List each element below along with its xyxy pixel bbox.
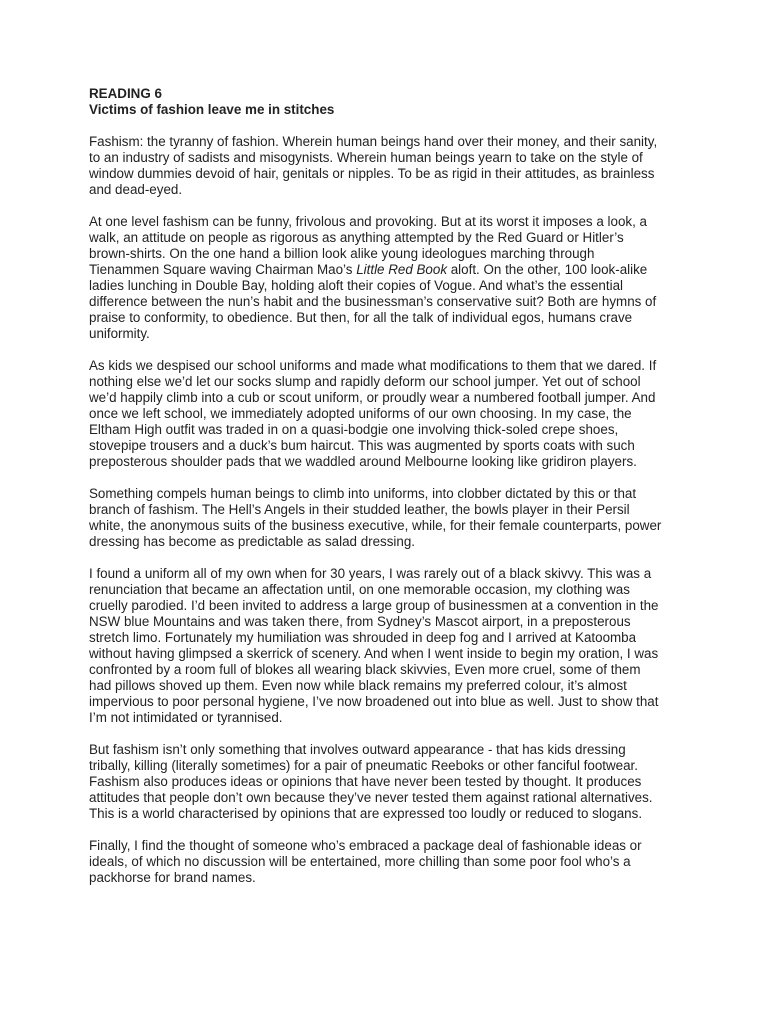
paragraph-2-text-after: aloft. On the other, 100 look-alike ladies lunching in Double Bay, holding aloft their copies of Vogue. And what’s the essential difference between the nun’s habit and the businessman’s conservative suit? Both are hymns of praise to conformity, to obedience. But then, for all the talk of individual egos, humans crave uniformity. <box>89 262 657 341</box>
paragraph-1: Fashism: the tyranny of fashion. Wherein human beings hand over their money, and their sanity, to an industry of sadists and misogynists. Wherein human beings yearn to take on the style of window dummies devoid of hair, genitals or nipples. To be as rigid in their attitudes, as brainless and dead-eyed. <box>89 134 658 197</box>
paragraph-5: I found a uniform all of my own when for 30 years, I was rarely out of a black skivvy. This was a renunciation that became an affectation until, on one memorable occasion, my clothing was cruelly parodied. I’d been invited to address a large group of businessmen at a convention in the NSW blue Mountains and was taken there, from Sydney’s Mascot airport, in a preposterous stretch limo. Fortunately my humiliation was shrouded in deep fog and I arrived at Katoomba without having glimpsed a skerrick of scenery. And when I went inside to begin my oration, I was confronted by a room full of blokes all wearing black skivvies, Even more cruel, some of them had pillows shoved up them. Even now while black remains my preferred colour, it’s almost impervious to poor personal hygiene, I’ve now broadened out into blue as well. Just to show that I’m not intimidated or tyrannised. <box>89 566 659 725</box>
reading-label: READING 6 <box>89 86 162 101</box>
document-page <box>89 86 663 886</box>
paragraph-2 <box>89 214 663 342</box>
paragraph-2-italic-title: Little Red Book <box>356 262 448 277</box>
paragraph-6: But fashism isn’t only something that involves outward appearance - that has kids dressing tribally, killing (literally sometimes) for a pair of pneumatic Reeboks or other fanciful footwear. Fashism also produces ideas or opinions that have never been tested by thought. It produces attitudes that people don’t own because they’ve never tested them against rational alternatives. This is a world characterised by opinions that are expressed too loudly or reduced to slogans. <box>89 742 653 821</box>
paragraph-2-text-before: At one level fashism can be funny, frivolous and provoking. But at its worst it imposes a look, a walk, an attitude on people as rigorous as anything attempted by the Red Guard or Hitler’s brown-shirts. On the one hand a billion look alike young ideologues marching through Tienammen Square waving Chairman Mao’s <box>89 214 647 277</box>
article-title: Victims of fashion leave me in stitches <box>89 102 335 117</box>
paragraph-4: Something compels human beings to climb into uniforms, into clobber dictated by this or that branch of fashism. The Hell’s Angels in their studded leather, the bowls player in their Persil white, the anonymous suits of the business executive, while, for their female counterparts, power dressing has become as predictable as salad dressing. <box>89 486 662 549</box>
paragraph-7: Finally, I find the thought of someone who’s embraced a package deal of fashionable ideas or ideals, of which no discussion will be entertained, more chilling than some poor fool who’s a packhorse for brand names. <box>89 838 642 885</box>
paragraph-3: As kids we despised our school uniforms and made what modifications to them that we dared. If nothing else we’d let our socks slump and rapidly deform our school jumper. Yet out of school we’d happily climb into a cub or scout uniform, or proudly wear a numbered football jumper. And once we left school, we immediately adopted uniforms of our own choosing. In my case, the Eltham High outfit was traded in on a quasi-bodgie one involving thick-soled crepe shoes, stovepipe trousers and a duck’s bum haircut. This was augmented by sports coats with such preposterous shoulder pads that we waddled around Melbourne looking like gridiron players. <box>89 358 657 469</box>
